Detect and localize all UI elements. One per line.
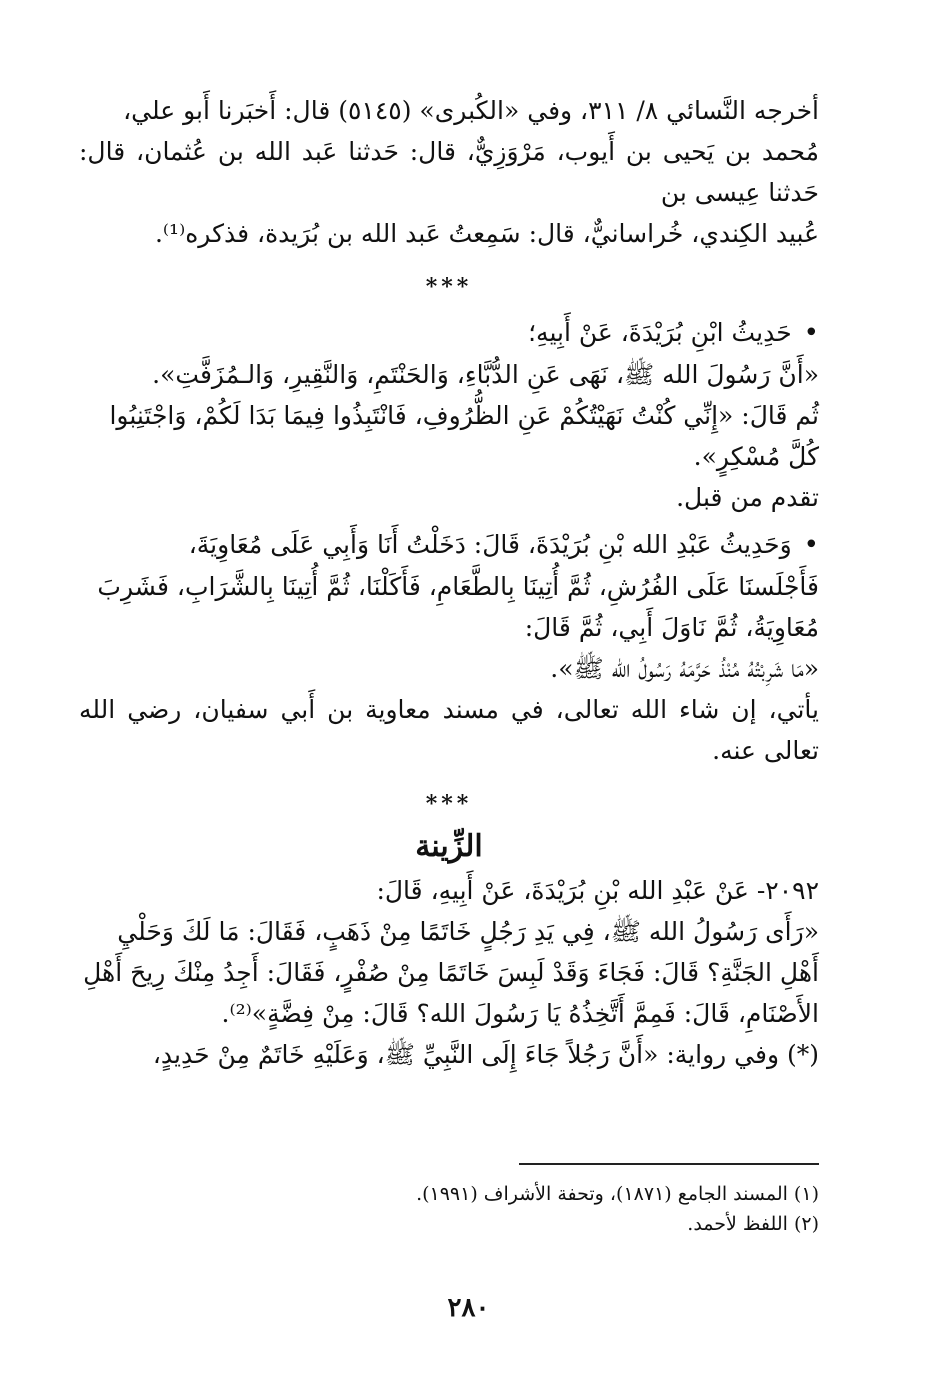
paragraph-hadith-muawiyah: [79, 524, 819, 771]
text-line: يأتي، إن شاء الله تعالى، في مسند معاوية بن أَبي سفيان، رضي الله تعالى عنه.: [79, 695, 819, 765]
text-line: أَهْلِ الجَنَّةِ؟ قَالَ: فَجَاءَ وَقَدْ لَبِسَ خَاتَمًا مِنْ صُفْرٍ، فَقَالَ: أَجِدُ مِنْكَ رِيحَ أَهْلِ: [83, 958, 819, 987]
page-body: [79, 90, 819, 1081]
text-line: • وَحَدِيثُ عَبْدِ الله بْنِ بُرَيْدَةَ، قَالَ: دَخَلْتُ أَنَا وَأَبِي عَلَى مُعَاوِيَةَ،: [79, 524, 819, 566]
section-separator: ***: [425, 791, 473, 817]
text-line: فَأَجْلَسنَا عَلَى الفُرُشِ، ثُمَّ أُتِينَا بِالطَّعَامِ، فَأَكَلْنَا، ثُمَّ أُتِينَا بِالشَّرَابِ، فَشَرِبَ: [97, 572, 819, 601]
page-number: ٢٨٠: [447, 1293, 490, 1323]
text-line: عُبيد الكِندي، خُراسانيٌّ، قال: سَمِعتُ عَبد الله بن بُرَيدة، فذكره⁽¹⁾.: [154, 219, 819, 248]
section-separator: ***: [425, 274, 473, 300]
text-line: كُلَّ مُسْكِرٍ».: [693, 442, 819, 471]
text-line: أخرجه النَّسائي ٨/ ٣١١، وفي «الكُبرى» (٥١٤٥) قال: أَخبَرنا أَبو علي،: [123, 96, 819, 125]
text-line: الأَصْنَامِ، قَالَ: فَمِمَّ أَتَّخِذُهُ يَا رَسُولَ الله؟ قَالَ: مِنْ فِضَّةٍ»⁽²⁾.: [221, 999, 819, 1028]
text-line: ٢٠٩٢- عَنْ عَبْدِ الله بْنِ بُرَيْدَةَ، عَنْ أَبِيهِ، قَالَ:: [376, 876, 819, 905]
text-line: «أَنَّ رَسُولَ الله ﷺ، نَهَى عَنِ الدُّبَّاءِ، وَالحَنْتَمِ، وَالنَّقِيرِ، وَالـمُزَفَّتِ».: [152, 360, 819, 389]
text-line: مُحمد بن يَحيى بن أَيوب، مَرْوَزِيٌّ، قال: حَدثنا عَبد الله بن عُثمان، قال: حَدثنا عِيسى بن: [79, 137, 819, 207]
footnote: (١) المسند الجامع (١٨٧١)، وتحفة الأشراف (١٩٩١).: [416, 1183, 819, 1205]
text-line: (*) وفي رواية: «أَنَّ رَجُلاً جَاءَ إِلَى النَّبِيِّ ﷺ، وَعَلَيْهِ خَاتَمٌ مِنْ حَدِيدٍ،: [152, 1040, 819, 1069]
footnotes: [79, 1163, 819, 1239]
text-line: • حَدِيثُ ابْنِ بُرَيْدَةَ، عَنْ أَبِيهِ؛: [79, 312, 819, 354]
footnote-divider: [519, 1163, 819, 1165]
text-line: «رَأَى رَسُولُ الله ﷺ، فِي يَدِ رَجُلٍ خَاتَمًا مِنْ ذَهَبٍ، فَقَالَ: مَا لَكَ وَحَلْيِ: [117, 917, 819, 946]
footnote: (٢) اللفظ لأحمد.: [687, 1213, 819, 1235]
text-line: «مَا شَرِبْتُهُ مُنْذُ حَرَّمَهُ رَسُولُ الله ﷺ».: [550, 654, 819, 683]
text-line: تقدم من قبل.: [676, 483, 819, 512]
section-heading: الزِّينة: [415, 829, 483, 864]
text-line: مُعَاوِيَةُ، ثُمَّ نَاوَلَ أَبِي، ثُمَّ قَالَ:: [524, 613, 819, 642]
paragraph-hadith-2092: [79, 870, 819, 1075]
paragraph-takhrij: [79, 90, 819, 254]
text-line: ثُم قَالَ: «إِنِّي كُنْتُ نَهَيْتُكُمْ عَنِ الظُّرُوفِ، فَانْتَبِذُوا فِيمَا بَدَا لَكُمْ، وَاجْتَنِبُوا: [109, 401, 819, 430]
paragraph-hadith-ibn-buraydah: [79, 312, 819, 518]
